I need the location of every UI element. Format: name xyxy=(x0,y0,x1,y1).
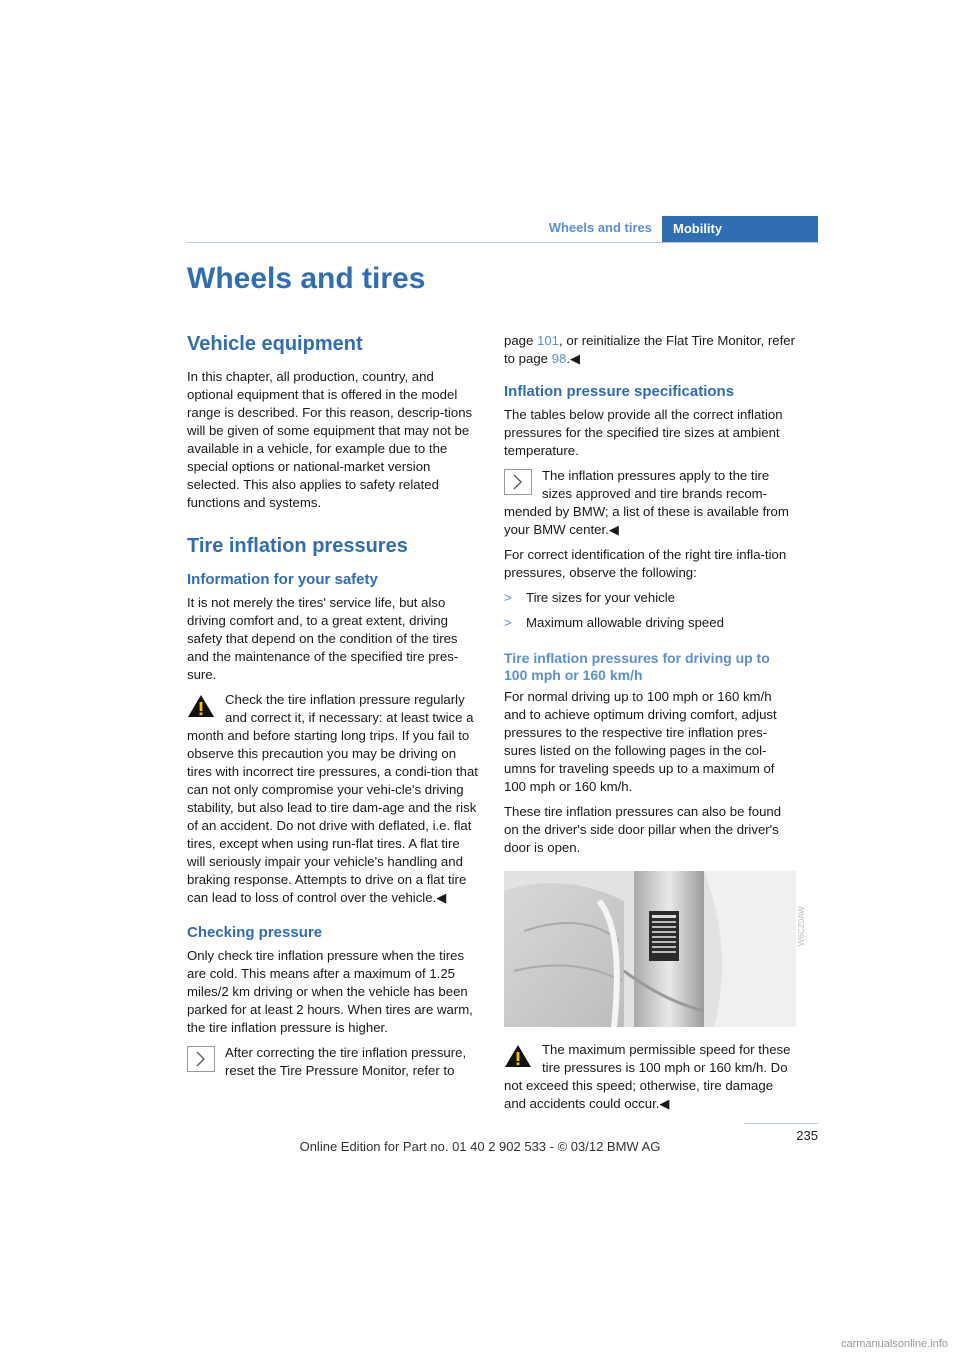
list-item: > Tire sizes for your vehicle xyxy=(504,590,676,605)
heading-pressures-100mph: Tire inflation pressures for driving up to 100 mph or 160 km/h xyxy=(504,650,770,683)
page-number: 235 xyxy=(796,1128,818,1143)
photo-code: W6CZ0AW xyxy=(797,906,806,946)
watermark-link[interactable]: carmanualsonline.info xyxy=(840,1338,948,1350)
paragraph-door-pillar: These tire inflation pressures can also be found on the driver's side door pillar when the driver's door is open. xyxy=(504,804,782,855)
end-mark: ◀ xyxy=(608,522,619,537)
warning-note-2 xyxy=(504,1041,796,1113)
page-link-101[interactable]: 101 xyxy=(537,333,560,348)
right-column xyxy=(504,332,796,1120)
warning-text-1: Check the tire inflation pressure regularly and correct it, if necessary: at least twice a month and before starting long trips. If you fail to observe this precaution you may be driving on tires with incorrect tire pressures, a condi-tion that can not only compromise your vehi-cle's driving stability, but also lead to tire dam-age and the risk of an accident. Do not drive with deflated, i.e. flat tires, except when using run-flat tires. A flat tire will seriously impair your vehicle's handling and braking response. Attempts to drive on a flat tire can lead to loss of control over the vehicle.◀ xyxy=(187,692,478,905)
left-column xyxy=(187,332,479,1087)
list-item: > Maximum allowable driving speed xyxy=(504,615,724,630)
note-arrow-icon xyxy=(187,1046,215,1072)
heading-vehicle-equipment: Vehicle equipment xyxy=(187,333,363,355)
note-text-1: After correcting the tire inflation pressure, reset the Tire Pressure Monitor, refer to xyxy=(225,1045,467,1078)
note-arrow-icon xyxy=(504,469,532,495)
note-2 xyxy=(504,467,796,539)
end-mark: ◀ xyxy=(570,351,581,366)
warning-triangle-icon xyxy=(187,693,215,719)
bullet-mark: > xyxy=(504,615,512,630)
note-1 xyxy=(187,1044,479,1080)
paragraph-checking: Only check tire inflation pressure when the tires are cold. This means after a maximum of 1.25 miles/2 km driving or when the vehicle has been parked for at least 2 hours. When tires are warm, the tire inflation pressure is higher. xyxy=(187,948,473,1035)
heading-information-safety: Information for your safety xyxy=(187,571,378,588)
footer-rule xyxy=(744,1123,818,1124)
paragraph-100mph: For normal driving up to 100 mph or 160 km/h and to achieve optimum driving comfort, adjust pressures to the respective tire inflation pres-sures listed on the following pages in the col-umns for traveling speeds up to a maximum of 100 mph or 160 km/h. xyxy=(504,689,777,794)
paragraph-identification: For correct identification of the right tire infla-tion pressures, observe the following: xyxy=(504,547,787,580)
paragraph-continuation: page 101, or reinitialize the Flat Tire Monitor, refer to page 98.◀ xyxy=(504,333,796,366)
warning-triangle-icon xyxy=(504,1043,532,1069)
page-title: Wheels and tires xyxy=(187,262,426,295)
door-pillar-illustration xyxy=(504,871,796,1027)
end-mark: ◀ xyxy=(659,1096,670,1111)
end-mark: ◀ xyxy=(436,890,447,905)
heading-inflation-specifications: Inflation pressure specifications xyxy=(504,383,735,400)
door-pillar-photo xyxy=(504,871,796,1027)
footer-text: Online Edition for Part no. 01 40 2 902 533 - © 03/12 BMW AG xyxy=(299,1139,661,1154)
heading-checking-pressure: Checking pressure xyxy=(187,924,323,941)
note-text-2: The inflation pressures apply to the tire sizes approved and tire brands recom-mended by BMW; a list of these is available from your BMW center.◀ xyxy=(504,468,789,537)
header-rule xyxy=(187,242,818,243)
page-link-98[interactable]: 98 xyxy=(551,351,567,366)
paragraph-safety: It is not merely the tires' service life, but also driving comfort and, to a great extent, driving safety that depend on the condition of the tires and the maintenance of the specified tire pres-sure. xyxy=(187,595,459,682)
warning-text-2: The maximum permissible speed for these tire pressures is 100 mph or 160 km/h. Do not exceed this speed; otherwise, tire damage and accidents could occur.◀ xyxy=(504,1042,791,1111)
heading-tire-inflation-pressures: Tire inflation pressures xyxy=(187,535,408,557)
paragraph-vehicle-equipment: In this chapter, all production, country, and optional equipment that is offered in the model range is described. For this reason, descrip-tions will be given of some equipment that may not be available in a vehicle, for example due to the special options or national-market version selected. This also applies to safety related functions and systems. xyxy=(187,369,473,510)
header-section-label: Wheels and tires xyxy=(548,220,652,235)
warning-note-1 xyxy=(187,691,479,907)
paragraph-specifications: The tables below provide all the correct inflation pressures for the specified tire sizes at ambient temperature. xyxy=(504,407,783,458)
header-chapter-tab: Mobility xyxy=(662,216,818,242)
bullet-mark: > xyxy=(504,590,512,605)
